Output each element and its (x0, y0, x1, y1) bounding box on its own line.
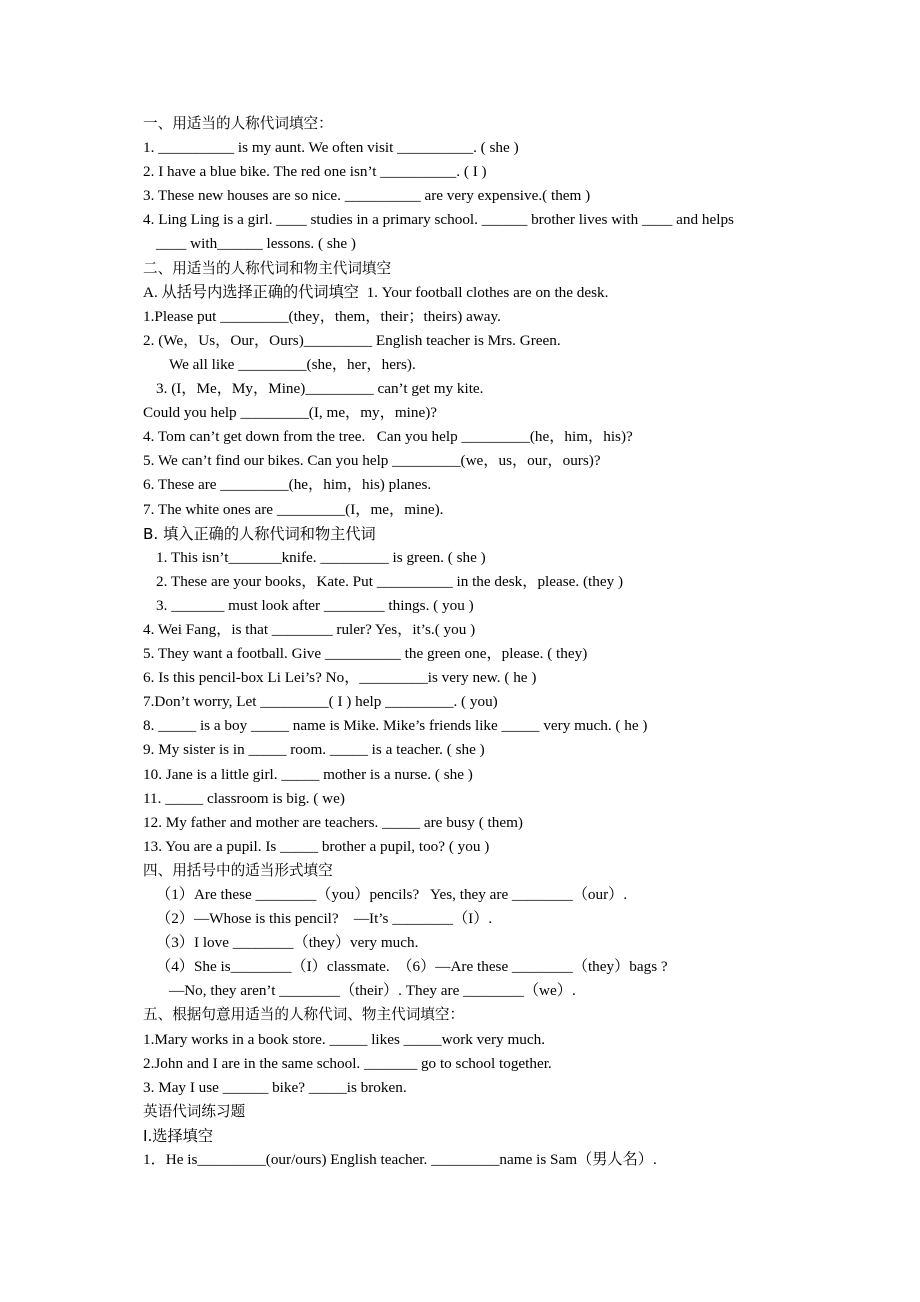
section-heading-5: 五、根据句意用适当的人称代词、物主代词填空： (143, 1006, 465, 1024)
exercise-line: 11. _____ classroom is big. ( we) (143, 789, 345, 807)
exercise-line: 10. Jane is a little girl. _____ mother is a nurse. ( she ) (143, 765, 473, 783)
exercise-line: 9. My sister is in _____ room. _____ is a teacher. ( she ) (143, 741, 485, 759)
exercise-line: 3. (I，Me，My，Mine)_________ can’t get my kite. (156, 380, 484, 398)
section-heading-4: 四、用括号中的适当形式填空 (143, 861, 333, 879)
exercise-line: （1）Are these ________（you）pencils? Yes, they are ________（our）. (156, 886, 628, 903)
exercise-line: We all like _________(she，her，hers). (169, 355, 416, 373)
section-heading-2: 二、用适当的人称代词和物主代词填空 (143, 259, 392, 277)
exercise-line: （4）She is________（I）classmate. （6）—Are these ________（they）bags ? (156, 958, 668, 976)
exercise-line: I.选择填空 (143, 1126, 214, 1145)
exercise-line: 1. __________ is my aunt. We often visit __________. ( she ) (143, 139, 519, 157)
exercise-line: Could you help _________(I, me，my，mine)? (143, 404, 438, 422)
exercise-line: 3. May I use ______ bike? _____is broken. (143, 1078, 407, 1096)
exercise-line: 6. These are _________(he，him，his) planes. (143, 476, 432, 494)
exercise-line: 1.Please put _________(they，them，their；theirs) away. (143, 307, 501, 325)
exercise-line: 7.Don’t worry, Let _________( I ) help _________. ( you) (143, 693, 498, 711)
exercise-line: 1. This isn’t_______knife. _________ is green. ( she ) (156, 548, 486, 566)
exercise-line: 3. _______ must look after ________ things. ( you ) (156, 596, 474, 614)
exercise-line: 4. Wei Fang，is that ________ ruler? Yes，it’s.( you ) (143, 620, 476, 638)
exercise-line: 6. Is this pencil-box Li Lei’s? No，_________is very new. ( he ) (143, 669, 537, 687)
exercise-line: 5. We can’t find our bikes. Can you help _________(we，us，our，ours)? (143, 452, 601, 470)
section-heading-1: 一、用适当的人称代词填空： (143, 115, 333, 132)
exercise-line: 5. They want a football. Give __________ the green one，please. ( they) (143, 645, 588, 663)
exercise-line: A. 从括号内选择正确的代词填空 1. Your football clothes are on the desk. (143, 283, 609, 301)
exercise-line: 7. The white ones are _________(I，me，mine). (143, 500, 444, 518)
exercise-line: ____ with______ lessons. ( she ) (156, 235, 356, 253)
exercise-line: 1．He is_________(our/ours) English teacher. _________name is Sam（男人名）. (143, 1151, 657, 1169)
exercise-line: 2. (We，Us，Our，Ours)_________ English teacher is Mrs. Green. (143, 331, 561, 349)
exercise-line: （2）—Whose is this pencil? —It’s ________（I）. (156, 910, 493, 928)
exercise-line: B. 填入正确的人称代词和物主代词 (143, 524, 376, 543)
document-body (143, 112, 780, 1172)
exercise-line: 2. These are your books，Kate. Put __________ in the desk，please. (they ) (156, 572, 624, 590)
exercise-line: 3. These new houses are so nice. __________ are very expensive.( them ) (143, 187, 591, 205)
exercise-line: 2.John and I are in the same school. _______ go to school together. (143, 1054, 552, 1072)
exercise-line: 8. _____ is a boy _____ name is Mike. Mike’s friends like _____ very much. ( he ) (143, 717, 648, 735)
exercise-line: 12. My father and mother are teachers. _____ are busy ( them) (143, 813, 523, 831)
exercise-line: 4. Ling Ling is a girl. ____ studies in a primary school. ______ brother lives with ____ and helps (143, 211, 734, 229)
exercise-line: —No, they aren’t ________（their）. They are ________（we）. (169, 982, 576, 1000)
exercise-line: 2. I have a blue bike. The red one isn’t __________. ( I ) (143, 163, 487, 181)
exercise-line: 13. You are a pupil. Is _____ brother a pupil, too? ( you ) (143, 837, 490, 855)
exercise-line: 1.Mary works in a book store. _____ likes _____work very much. (143, 1030, 545, 1048)
exercise-line: 4. Tom can’t get down from the tree. Can you help _________(he，him，his)? (143, 428, 633, 446)
exercise-line: （3）I love ________（they）very much. (156, 934, 419, 952)
section-heading-6: 英语代词练习题 (143, 1102, 246, 1120)
